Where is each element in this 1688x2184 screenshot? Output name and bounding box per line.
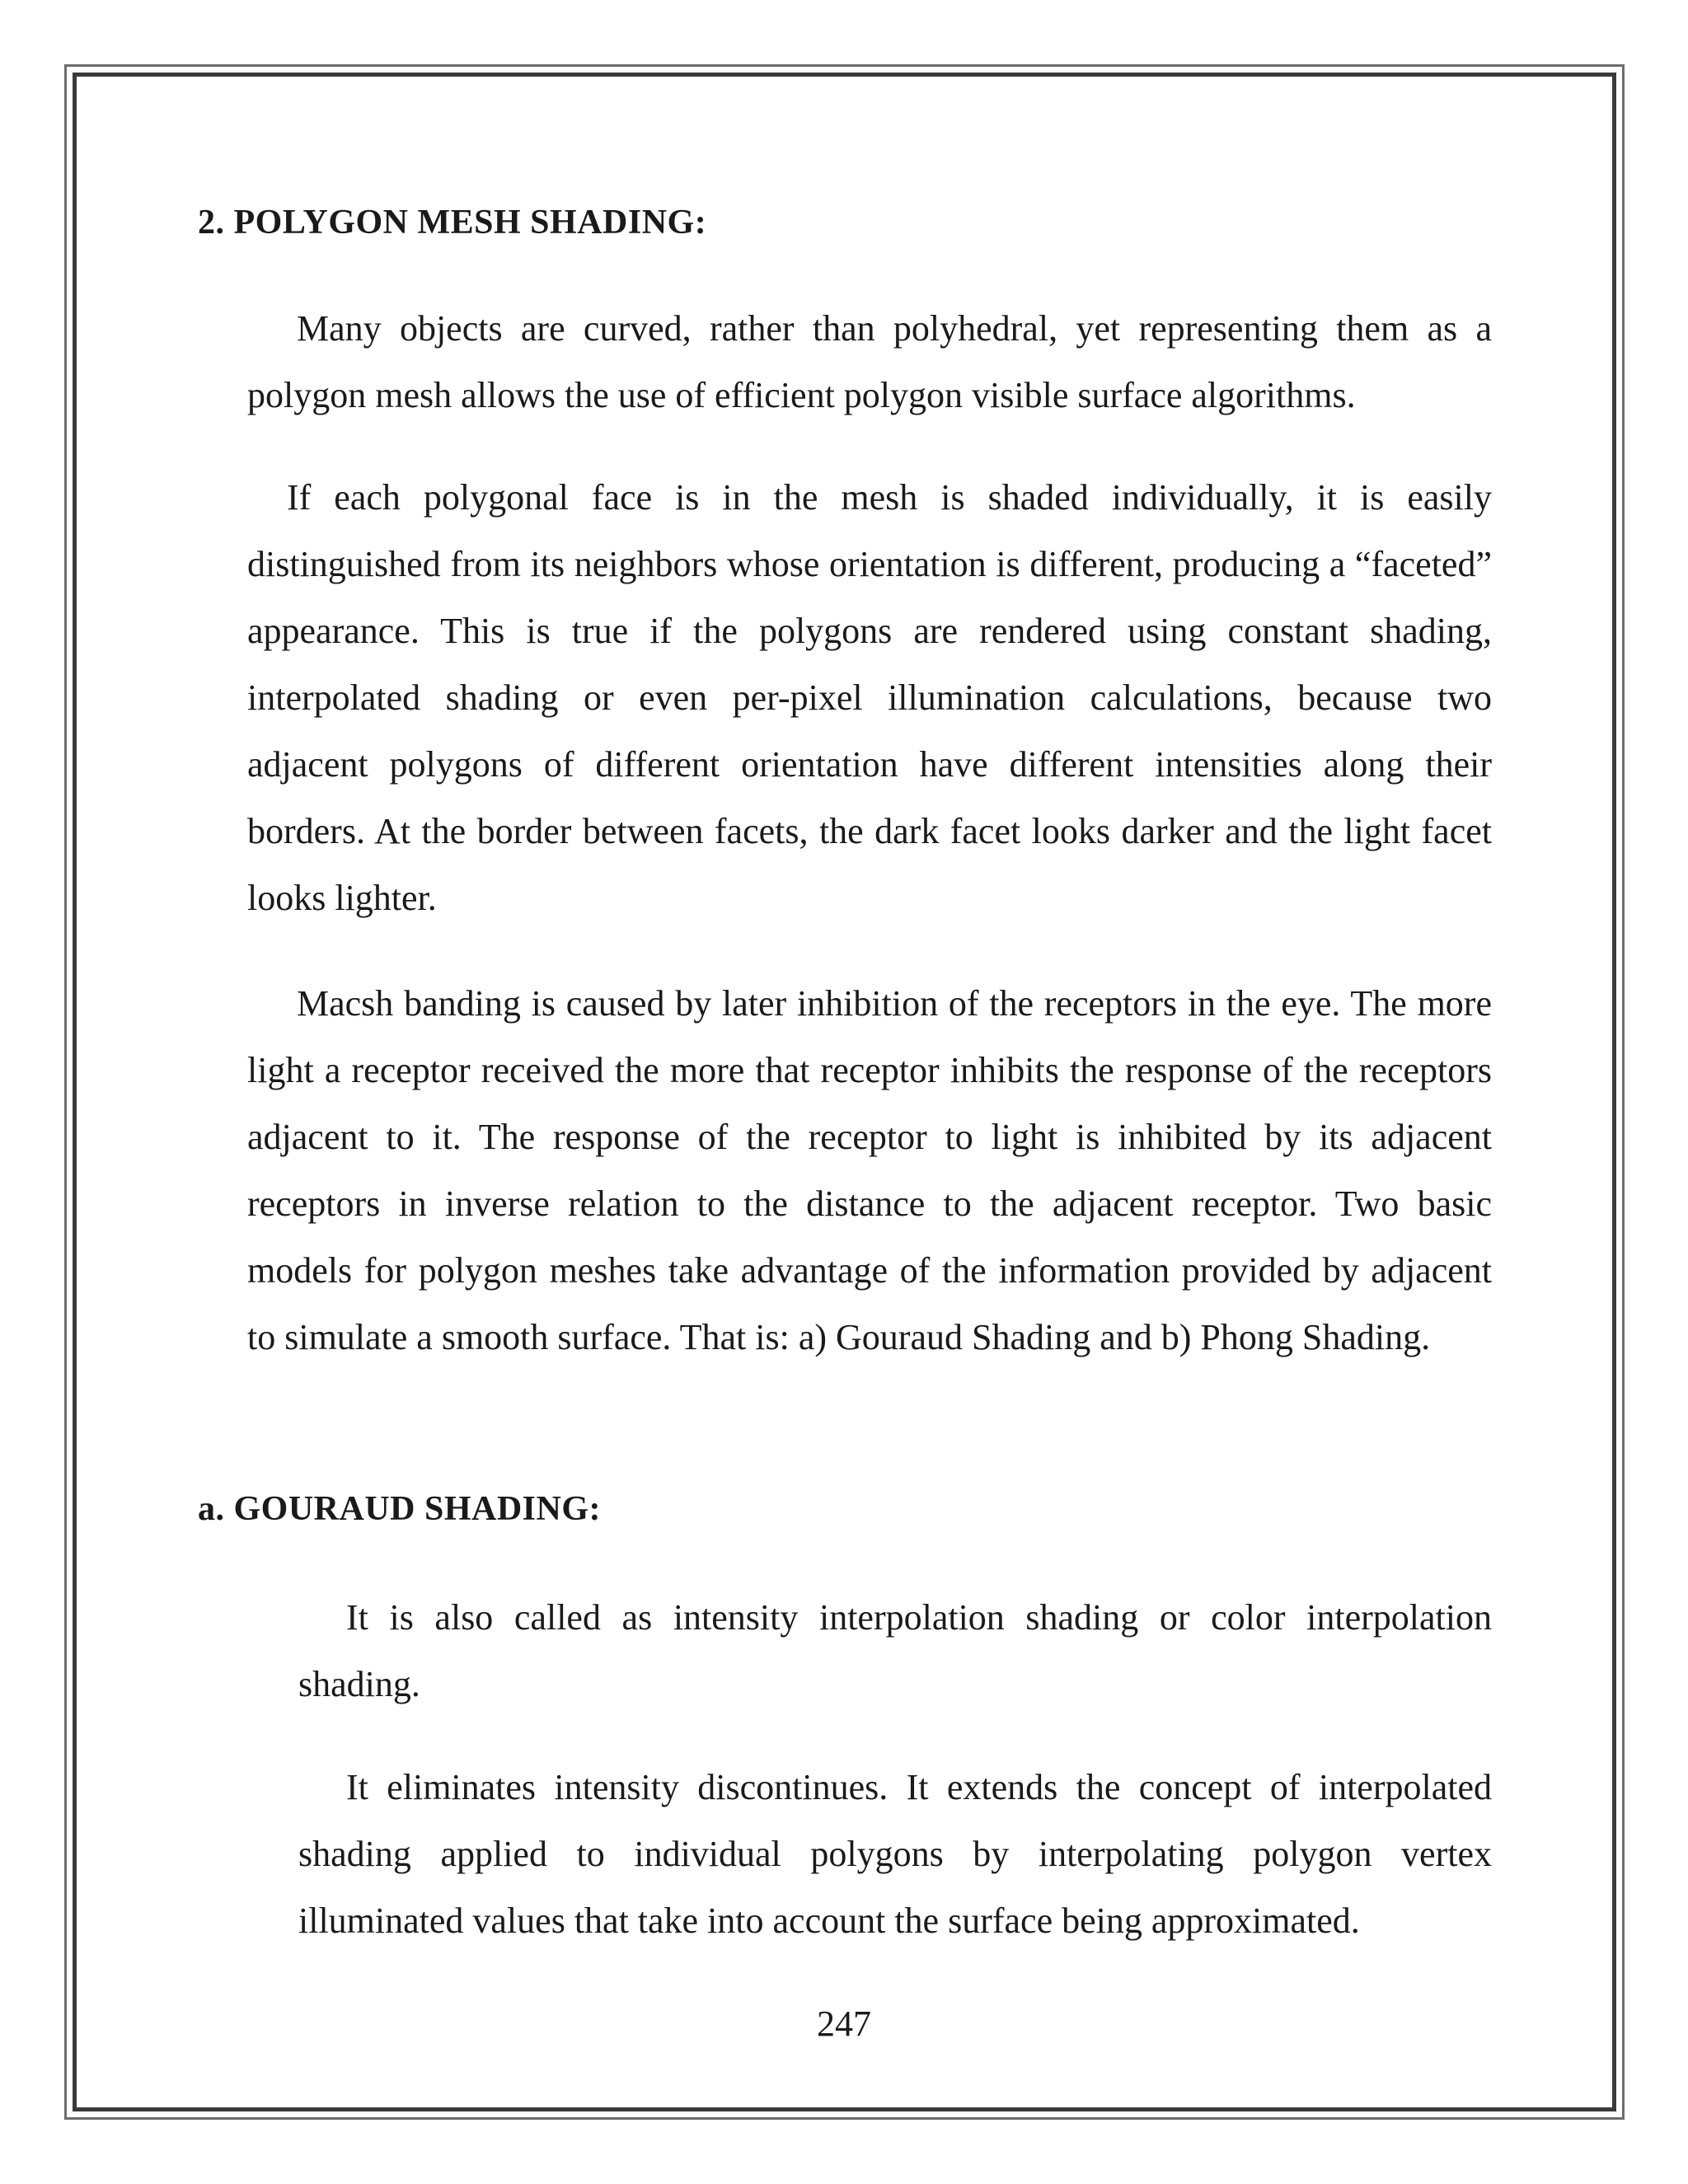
paragraph-mach-banding: Macsh banding is caused by later inhibition of the receptors in the eye. The more light a receptor received the more that receptor inhibits the response of the receptors adjacent to it. The response of the receptor to light is inhibited by its adjacent receptors in inverse relation to the distance to the adjacent receptor. Two basic models for polygon meshes take advantage of the information provided by adjacent to simulate a smooth surface. That is: a) Gouraud Shading and b) Phong Shading. [247,983,1492,1357]
section-heading: 2. POLYGON MESH SHADING: [198,204,707,241]
paragraph-gouraud-interpolation: It eliminates intensity discontinues. It extends the concept of interpolated shading applied to individual polygons by interpolating polygon vertex illuminated values that take into account the surface being approximated. [298,1767,1492,1941]
page-number: 247 [817,2004,871,2044]
paragraph-curved-objects: Many objects are curved, rather than polyhedral, yet representing them as a polygon mesh allows the use of efficient polygon visible surface algorithms. [247,308,1492,415]
paragraph-faceted-appearance: If each polygonal face is in the mesh is shaded individually, it is easily distinguished from its neighbors whose orientation is different, producing a “faceted” appearance. This is true if the polygons are rendered using constant shading, interpolated shading or even per-pixel illumination calculations, because two adjacent polygons of different orientation have different intensities along their borders. At the border between facets, the dark facet looks darker and the light facet looks lighter. [247,477,1492,918]
subsection-heading: a. GOURAUD SHADING: [198,1490,602,1528]
paragraph-gouraud-definition: It is also called as intensity interpolation shading or color interpolation shading. [298,1597,1492,1704]
